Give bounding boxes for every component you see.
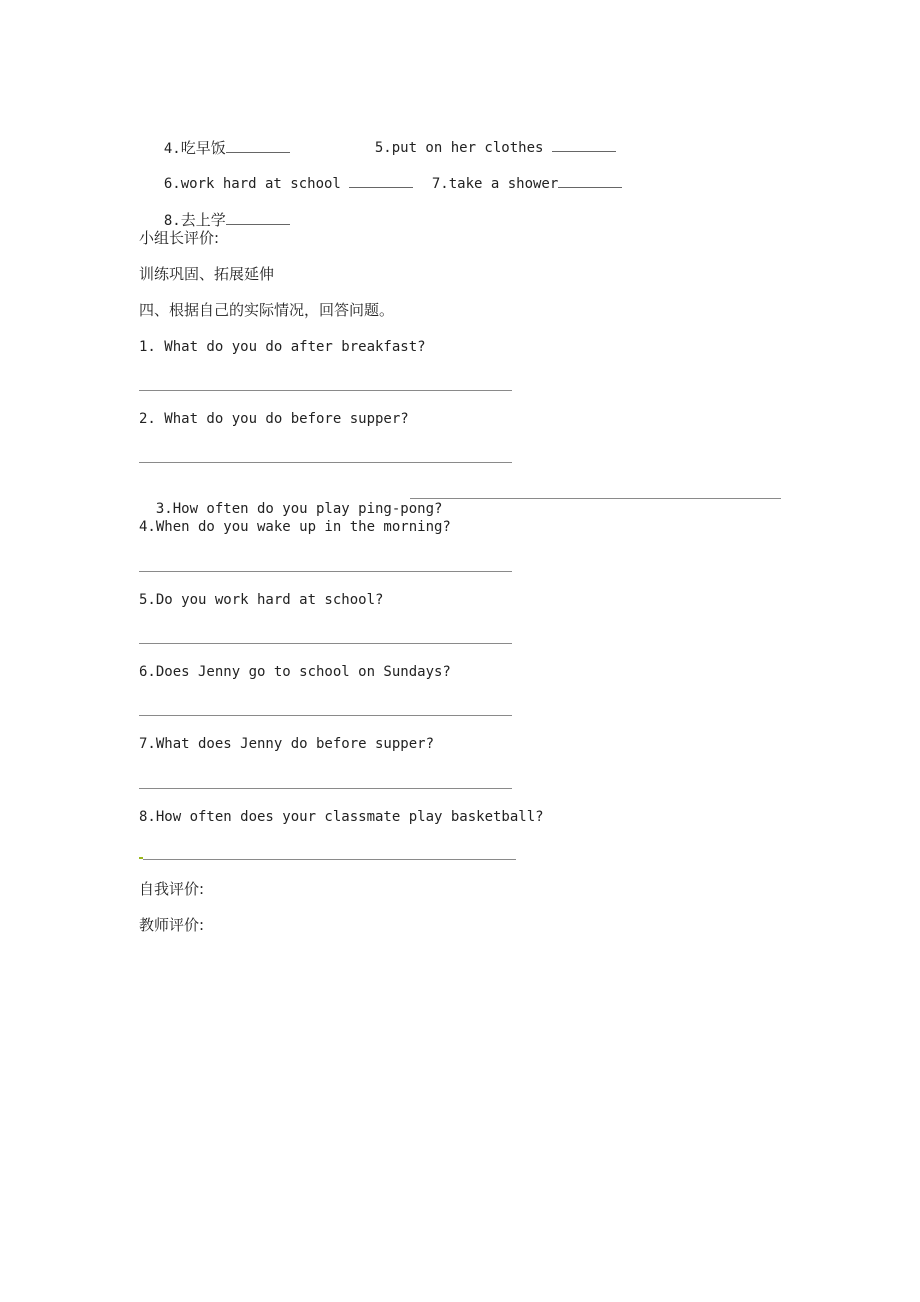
self-eval: 自我评价: — [139, 880, 205, 898]
question-1: 1. What do you do after breakfast? — [139, 339, 426, 355]
answer-line-8[interactable] — [143, 859, 516, 860]
answer-line-5[interactable] — [139, 643, 512, 644]
answer-line-2[interactable] — [139, 462, 512, 463]
answer-line-7[interactable] — [139, 788, 512, 789]
part-four-instruction: 四、根据自己的实际情况，回答问题。 — [139, 301, 395, 319]
answer-line-3[interactable] — [410, 498, 781, 499]
teacher-eval: 教师评价: — [139, 916, 205, 934]
answer-blank[interactable] — [552, 139, 616, 152]
vocab-item-5 — [358, 121, 616, 157]
vocab-item-4 — [147, 121, 290, 158]
item-number: 5. — [374, 140, 392, 156]
item-number: 7. — [431, 176, 449, 192]
question-4: 4.When do you wake up in the morning? — [139, 519, 451, 535]
question-8: 8.How often does your classmate play basketball? — [139, 809, 544, 825]
item-text: put on her clothes — [391, 140, 552, 156]
section-title: 训练巩固、拓展延伸 — [139, 265, 275, 283]
item-text: 去上学 — [180, 211, 226, 229]
vocab-item-6 — [147, 157, 413, 193]
item-number: 4. — [163, 141, 181, 157]
answer-blank[interactable] — [226, 140, 290, 153]
answer-line-4[interactable] — [139, 571, 512, 572]
item-text: 吃早饭 — [180, 139, 226, 157]
group-leader-eval: 小组长评价: — [139, 229, 220, 247]
question-6: 6.Does Jenny go to school on Sundays? — [139, 664, 451, 680]
item-text: take a shower — [448, 176, 559, 192]
answer-line-6[interactable] — [139, 715, 512, 716]
answer-blank[interactable] — [226, 212, 290, 225]
item-text: work hard at school — [180, 176, 350, 192]
question-text: 3.How often do you play ping-pong? — [155, 501, 443, 517]
question-7: 7.What does Jenny do before supper? — [139, 736, 435, 752]
question-3 — [139, 482, 442, 518]
vocab-item-7 — [415, 157, 622, 193]
question-5: 5.Do you work hard at school? — [139, 592, 384, 608]
question-2: 2. What do you do before supper? — [139, 411, 409, 427]
item-number: 8. — [163, 213, 181, 229]
answer-blank[interactable] — [349, 175, 413, 188]
answer-blank[interactable] — [558, 175, 622, 188]
answer-line-1[interactable] — [139, 390, 512, 391]
vocab-item-8 — [147, 193, 290, 230]
item-number: 6. — [163, 176, 181, 192]
